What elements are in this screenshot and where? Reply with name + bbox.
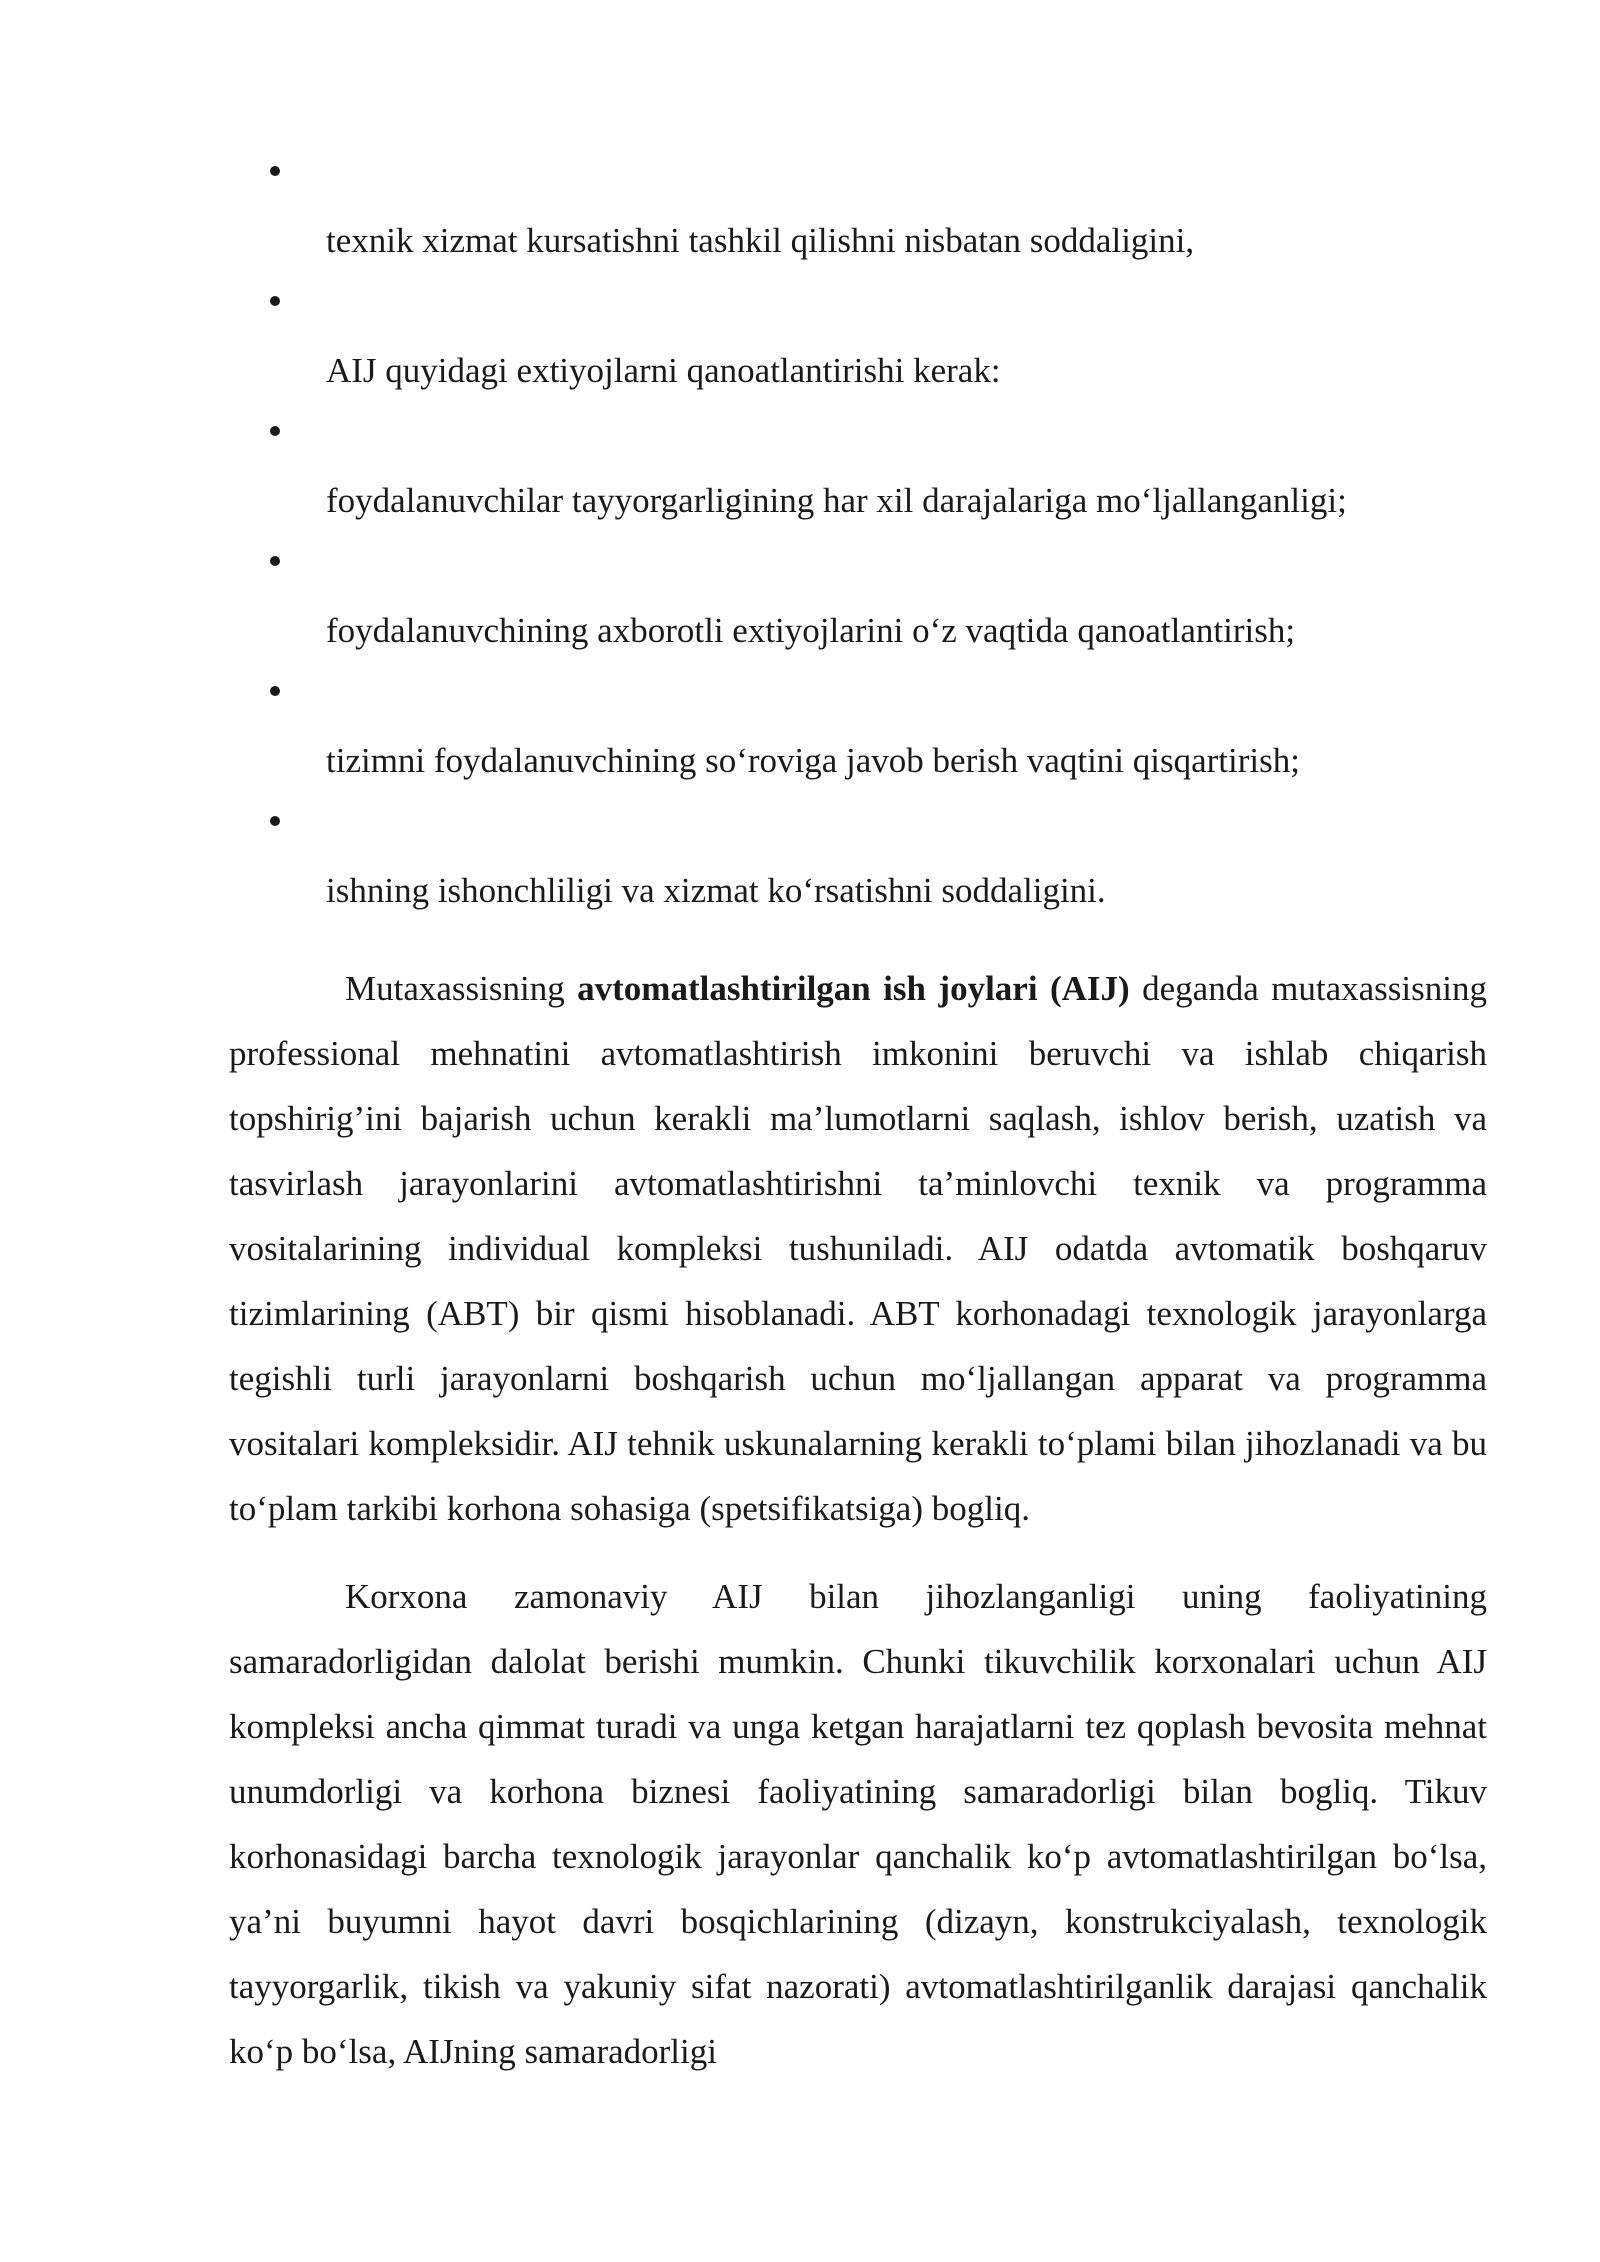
paragraph-lead: Mutaxassisning — [345, 969, 578, 1008]
bullet-text: foydalanuvchining axborotli extiyojlarini o‘z vaqtida qanoatlantirish; — [326, 611, 1296, 650]
bullet-icon — [270, 686, 280, 696]
bullet-item — [0, 800, 1600, 930]
bullet-list — [0, 150, 1600, 930]
paragraph-aij-definition — [229, 956, 1487, 1541]
bullet-text: ishning ishonchliligi va xizmat ko‘rsatishni soddaligini. — [326, 871, 1106, 910]
bullet-item — [0, 150, 1600, 280]
bullet-item — [0, 540, 1600, 670]
bullet-text: texnik xizmat kursatishni tashkil qilishni nisbatan soddaligini, — [326, 221, 1195, 260]
bullet-text: foydalanuvchilar tayyorgarligining har xil darajalariga mo‘ljallanganligi; — [326, 481, 1347, 520]
bullet-icon — [270, 296, 280, 306]
bullet-icon — [270, 816, 280, 826]
bullet-text: AIJ quyidagi extiyojlarni qanoatlantirishi kerak: — [326, 351, 1001, 390]
bullet-text: tizimni foydalanuvchining so‘roviga javob berish vaqtini qisqartirish; — [326, 741, 1300, 780]
paragraph-aij-efficiency: Korxona zamonaviy AIJ bilan jihozlanganligi uning faoliyatining samaradorligidan dalolat berishi mumkin. Chunki tikuvchilik korxonalari uchun AIJ kompleksi ancha qimmat turadi va unga ketgan harajatlarni tez qoplash bevosita mehnat unumdorligi va korhona biznesi faoliyatining samaradorligi bilan bogliq. Tikuv korhonasidagi barcha texnologik jarayonlar qanchalik ko‘p avtomatlashtirilgan bo‘lsa, ya’ni buyumni hayot davri bosqichlarining (dizayn, konstrukciyalash, texnologik tayyorgarlik, tikish va yakuniy sifat nazorati) avtomatlashtirilganlik darajasi qanchalik ko‘p bo‘lsa, AIJning samaradorligi — [229, 1577, 1487, 2071]
bullet-icon — [270, 426, 280, 436]
bullet-item — [0, 670, 1600, 800]
bullet-item — [0, 410, 1600, 540]
bold-term: avtomatlashtirilgan ish joylari (AIJ) — [577, 969, 1130, 1008]
bullet-icon — [270, 556, 280, 566]
paragraph-body: deganda mutaxassisning professional mehnatini avtomatlashtirish imkonini beruvchi va ishlab chiqarish topshirig’ini bajarish uchun kerakli ma’lumotlarni saqlash, ishlov berish, uzatish va tasvirlash jarayonlarini avtomatlashtirishni ta’minlovchi texnik va programma vositalarining individual kompleksi tushuniladi. AIJ odatda avtomatik boshqaruv tizimlarining (ABT) bir qismi hisoblanadi. ABT korhonadagi texnologik jarayonlarga tegishli turli jarayonlarni boshqarish uchun mo‘ljallangan apparat va programma vositalari kompleksidir. AIJ tehnik uskunalarning kerakli to‘plami bilan jihozlanadi va bu to‘plam tarkibi korhona sohasiga (spetsifikatsiga) bogliq. — [229, 969, 1487, 1528]
bullet-icon — [270, 166, 280, 176]
bullet-item — [0, 280, 1600, 410]
